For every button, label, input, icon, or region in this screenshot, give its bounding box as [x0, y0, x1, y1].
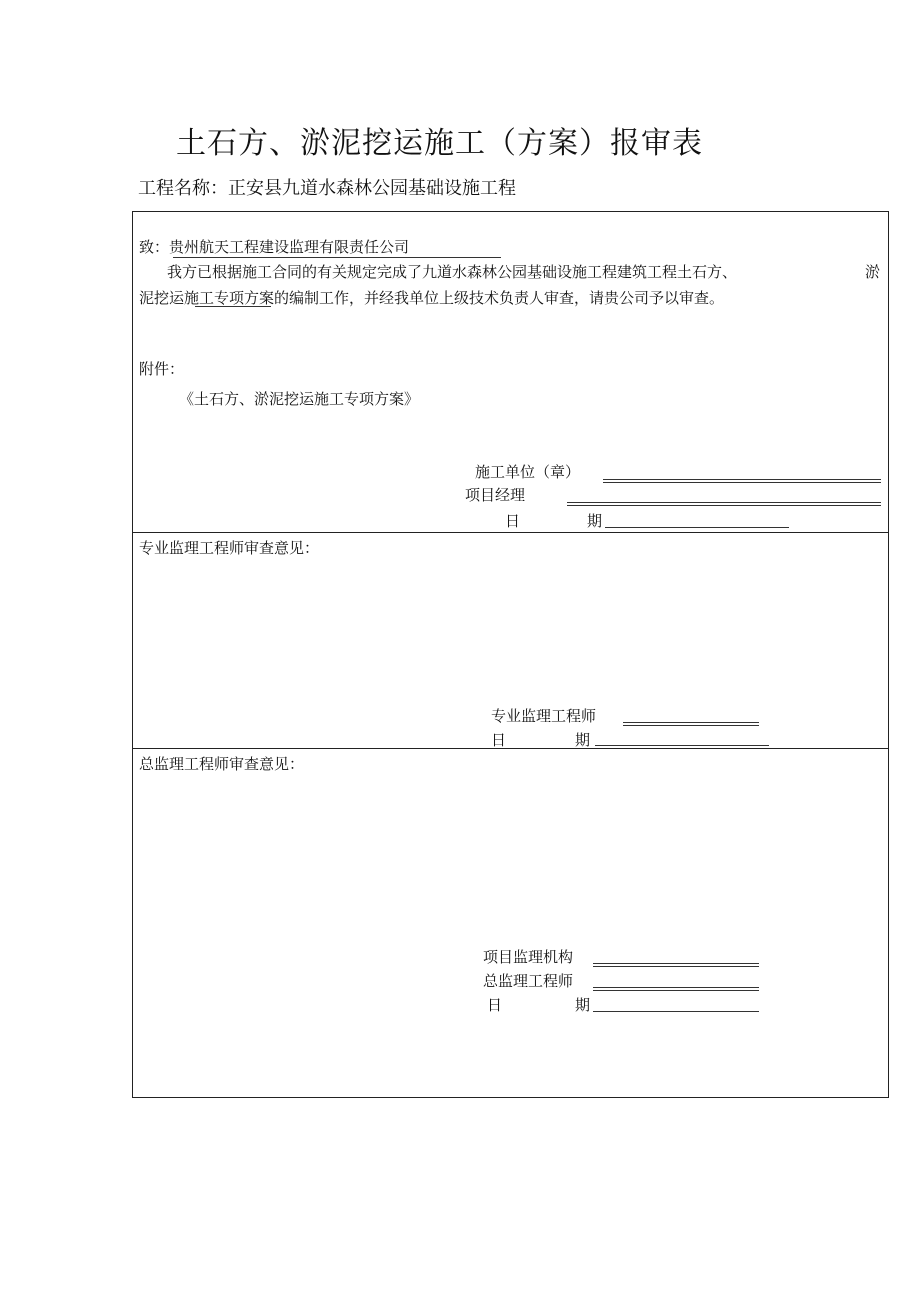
section-divider-1	[133, 532, 888, 533]
supervision-org-label: 项目监理机构	[483, 948, 574, 966]
supervision-org-signature-line	[593, 963, 759, 967]
date-label-ri: 日	[505, 512, 521, 530]
addressee-underline	[173, 257, 501, 258]
chief-date-qi: 期	[575, 996, 591, 1014]
attachment-item: 《土石方、淤泥挖运施工专项方案》	[179, 390, 420, 408]
specialist-engineer-signature-line	[623, 722, 759, 726]
addressee-label: 致：	[139, 238, 170, 256]
page-title: 土石方、淤泥挖运施工（方案）报审表	[176, 126, 703, 161]
chief-opinion-label: 总监理工程师审查意见：	[139, 755, 305, 773]
submission-date-line	[605, 527, 789, 528]
construction-unit-signature-line	[603, 479, 881, 483]
submission-body-line1-end: 淤	[865, 263, 881, 281]
plan-type-underline	[195, 306, 271, 307]
addressee-row	[139, 236, 409, 257]
chief-engineer-label: 总监理工程师	[483, 972, 574, 990]
project-manager-signature-line	[567, 502, 881, 506]
project-name-row	[138, 174, 516, 200]
submission-body-line1: 我方已根据施工合同的有关规定完成了九道水森林公园基础设施工程建筑工程土石方、	[167, 263, 738, 281]
attachment-label: 附件：	[139, 360, 185, 378]
date-label-qi: 期	[587, 512, 603, 530]
chief-date-ri: 日	[487, 996, 503, 1014]
specialist-engineer-label: 专业监理工程师	[491, 707, 597, 725]
construction-unit-label: 施工单位（章）	[475, 463, 581, 481]
project-name-value: 正安县九道水森林公园基础设施工程	[228, 178, 516, 199]
review-form-table	[132, 211, 889, 1098]
specialist-date-qi: 期	[575, 731, 591, 749]
addressee-value: 贵州航天工程建设监理有限责任公司	[169, 238, 410, 256]
project-name-label: 工程名称：	[138, 178, 228, 199]
project-manager-label: 项目经理	[465, 486, 526, 504]
chief-engineer-signature-line	[593, 987, 759, 991]
specialist-date-ri: 日	[491, 731, 507, 749]
specialist-opinion-label: 专业监理工程师审查意见：	[139, 539, 320, 557]
section-divider-2	[133, 748, 888, 749]
chief-date-line	[593, 1011, 759, 1012]
submission-body-line2: 泥挖运施工专项方案的编制工作，并经我单位上级技术负责人审查，请贵公司予以审查。	[139, 289, 725, 307]
